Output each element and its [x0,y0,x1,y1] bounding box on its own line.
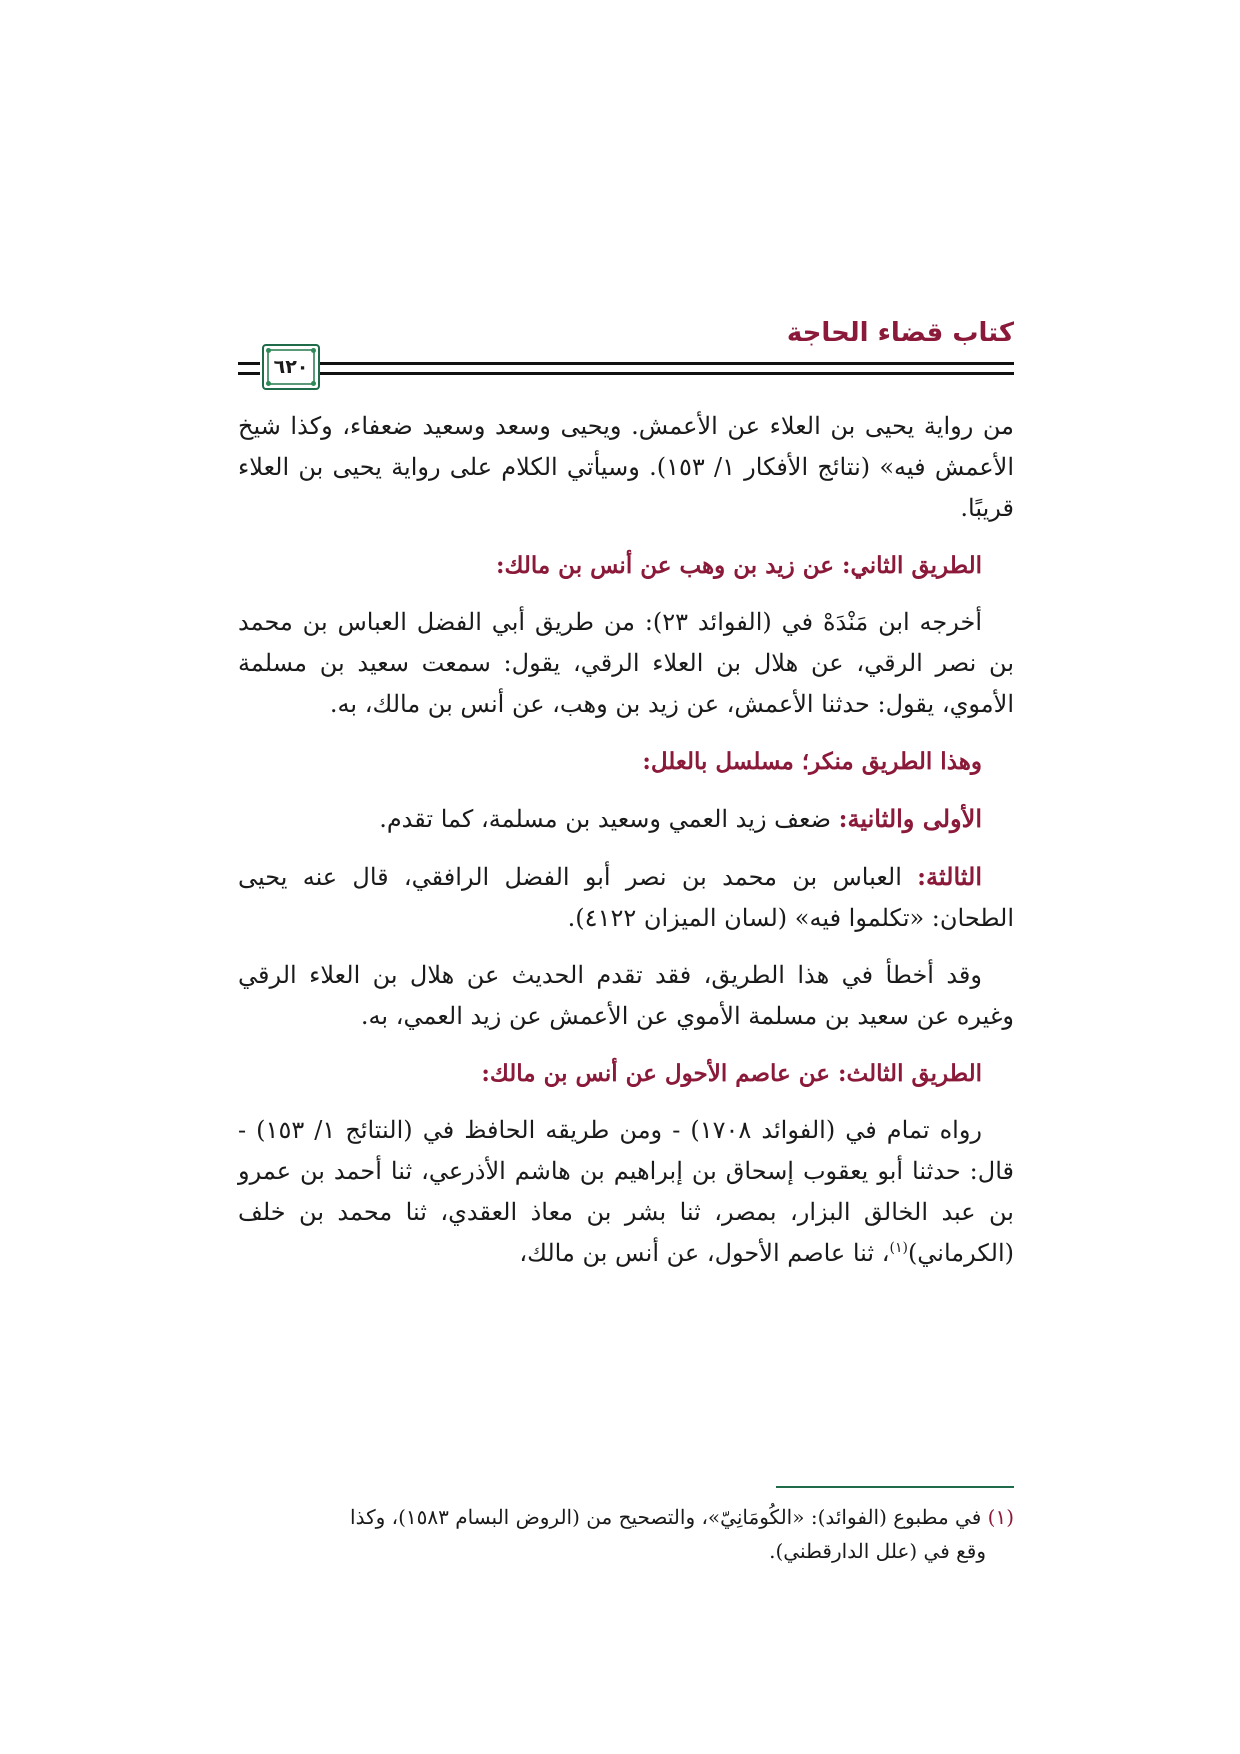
footnotes [238,1500,1014,1568]
section-heading-2: الطريق الثاني: عن زيد بن وهب عن أنس بن مالك: [495,552,982,579]
page-number: ٦٢٠ [273,356,309,378]
header-rule-bottom [320,372,1014,375]
book-title: كتاب قضاء الحاجة [786,318,1014,348]
footnote-1-continuation: وقع في (علل الدارقطني). [769,1539,986,1563]
paragraph-6-text: رواه تمام في (الفوائد ١٧٠٨) - ومن طريقه الحافظ في (النتائج ١/ ١٥٣) - قال: حدثنا أبو يعقوب إسحاق بن إبراهيم بن هاشم الأذرعي، ثنا أحمد بن عمرو بن عبد الخالق البزار، بمصر، ثنا بشر بن معاذ العقدي، ثنا محمد بن خلف (الكرماني) [238,1116,1014,1267]
footnote-1 [238,1500,1014,1534]
page-number-frame [262,344,320,390]
ornament-dot [311,381,316,386]
header-rule-top [320,362,1014,365]
section-heading-3: الطريق الثالث: عن عاصم الأحول عن أنس بن مالك: [481,1060,982,1087]
footnote-separator [776,1486,1014,1488]
ornament-dot [266,381,271,386]
paragraph-1: من رواية يحيى بن العلاء عن الأعمش. ويحيى وسعد وسعيد ضعفاء، وكذا شيخ الأعمش فيه» (نتائج الأفكار ١/ ١٥٣). وسيأتي الكلام على رواية يحيى بن العلاء قريبًا. [238,412,1014,522]
header-rule-stub-bottom [238,372,260,375]
paragraph-5: وقد أخطأ في هذا الطريق، فقد تقدم الحديث عن هلال بن العلاء الرقي وغيره عن سعيد بن مسلمة الأموي عن الأعمش عن زيد العمي، به. [238,961,1014,1030]
page-body [238,406,1014,1290]
defect-text-3: العباس بن محمد بن نصر أبو الفضل الرافقي، قال عنه يحيى الطحان: «تكلموا فيه» (لسان الميزان ٤١٢٢). [238,863,1014,932]
defect-text-1-2: ضعف زيد العمي وسعيد بن مسلمة، كما تقدم. [379,805,839,833]
defect-label-3: الثالثة: [917,862,982,891]
paragraph-6 [238,1110,1014,1274]
footnote-number: (١) [987,1505,1014,1529]
section-heading-defects: وهذا الطريق منكر؛ مسلسل بالعلل: [642,748,982,775]
footnote-1-text: في مطبوع (الفوائد): «الكُومَانِيّ»، والتصحيح من (الروض البسام ١٥٨٣)، وكذا [350,1505,988,1529]
ornament-dot [311,348,316,353]
defect-label-1-2: الأولى والثانية: [838,804,982,833]
paragraph-4 [238,856,1014,939]
ornament-dot [266,348,271,353]
footnote-reference[interactable]: (١) [889,1240,908,1256]
header-rule-stub-top [238,362,260,365]
paragraph-3 [238,798,1014,840]
page-header [238,318,1014,394]
paragraph-6-text-end: ، ثنا عاصم الأحول، عن أنس بن مالك، [519,1239,890,1267]
paragraph-2: أخرجه ابن مَنْدَهْ في (الفوائد ٢٣): من طريق أبي الفضل العباس بن محمد بن نصر الرقي، عن هلال بن العلاء الرقي، يقول: سمعت سعيد بن مسلمة الأموي، يقول: حدثنا الأعمش، عن زيد بن وهب، عن أنس بن مالك، به. [238,608,1014,718]
